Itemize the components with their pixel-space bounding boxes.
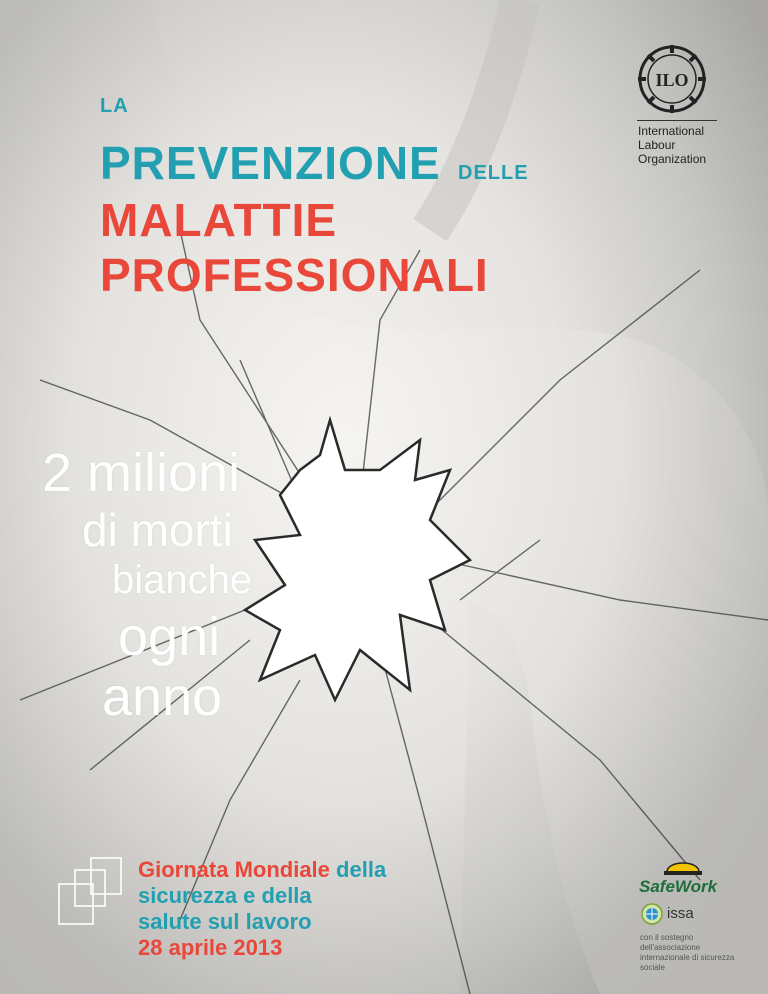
ilo-logo-icon bbox=[637, 44, 707, 114]
footer-della: della bbox=[336, 857, 387, 882]
title-la: LA bbox=[100, 95, 129, 117]
stat-bianche: bianche bbox=[112, 558, 253, 602]
title-prevenzione: PREVENZIONE bbox=[100, 137, 441, 189]
footer-line-3: salute sul lavoro bbox=[138, 909, 312, 934]
squares-icon bbox=[57, 856, 127, 936]
footer-line-2: sicurezza e della bbox=[138, 883, 312, 908]
footer-line-1 bbox=[138, 859, 386, 881]
title-delle: DELLE bbox=[458, 162, 529, 184]
ilo-name-1: International bbox=[638, 124, 705, 138]
svg-text:ILO: ILO bbox=[655, 70, 689, 90]
footer-giornata: Giornata Mondiale bbox=[138, 857, 330, 882]
ilo-name-2: Labour bbox=[638, 138, 676, 152]
title-professionali: PROFESSIONALI bbox=[100, 249, 489, 301]
footer-line-4: 28 aprile 2013 bbox=[138, 935, 283, 960]
issa-note-1: con il sostegno bbox=[640, 933, 694, 942]
stat-ogni: ogni bbox=[118, 607, 221, 667]
stat-2-milioni: 2 milioni bbox=[42, 443, 241, 503]
issa-note-2: dell'associazione bbox=[640, 943, 701, 952]
issa-globe-icon bbox=[640, 902, 664, 926]
safework-helmet-icon bbox=[663, 854, 703, 876]
ilo-divider bbox=[637, 120, 717, 121]
title-malattie: MALATTIE bbox=[100, 194, 338, 246]
safework-safe: Safe bbox=[639, 877, 675, 896]
issa-note-4: sociale bbox=[640, 963, 665, 972]
issa-name: issa bbox=[667, 905, 694, 922]
safework-work: Work bbox=[674, 877, 718, 896]
stat-anno: anno bbox=[102, 667, 223, 727]
issa-note-3: internazionale di sicurezza bbox=[640, 953, 735, 962]
ilo-name-3: Organization bbox=[638, 152, 707, 166]
stat-di-morti: di morti bbox=[82, 504, 233, 556]
safework-logo bbox=[639, 877, 717, 897]
